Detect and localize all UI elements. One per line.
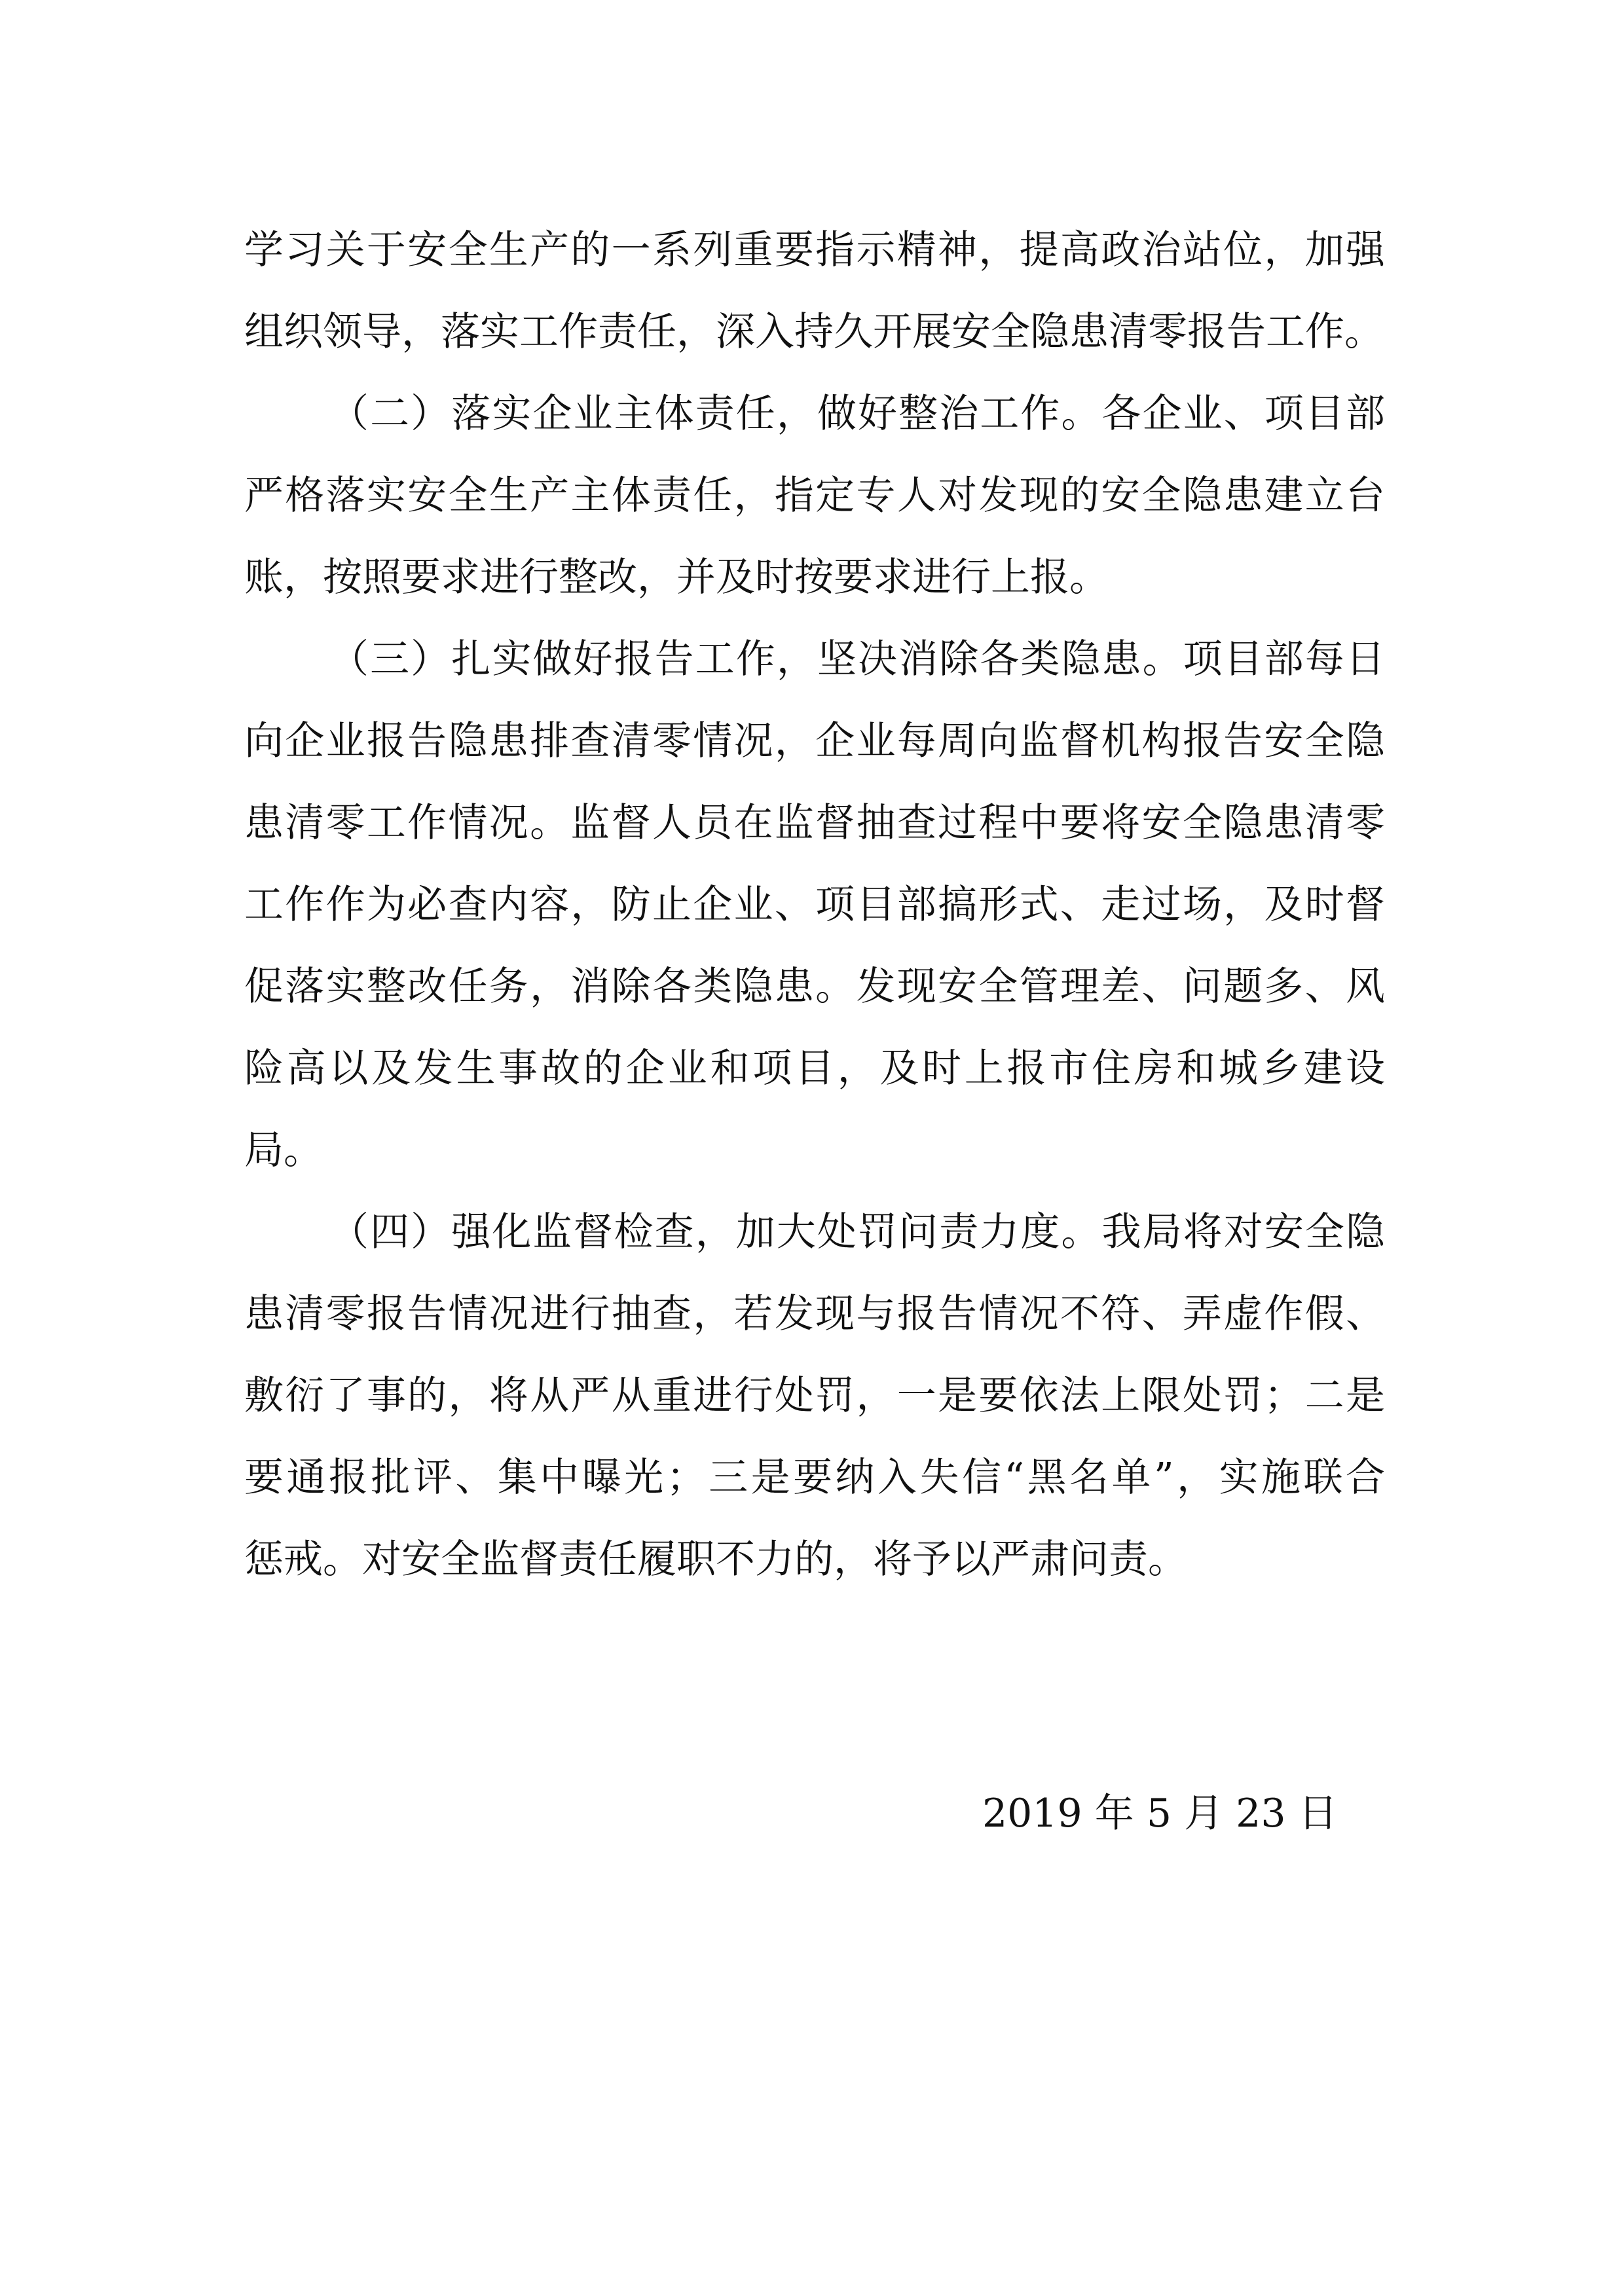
text-line: 严格落实安全生产主体责任，指定专人对发现的安全隐患建立台 xyxy=(244,473,1385,519)
text-line: 敷衍了事的，将从严从重进行处罚，一是要依法上限处罚；二是 xyxy=(244,1373,1385,1419)
intro-paragraph xyxy=(244,210,1385,373)
text-line: 账，按照要求进行整改，并及时按要求进行上报。 xyxy=(244,555,1109,600)
text-line: 学习关于安全生产的一系列重要指示精神，提高政治站位，加强 xyxy=(244,227,1385,273)
text-line: 促落实整改任务，消除各类隐患。发现安全管理差、问题多、风 xyxy=(244,964,1385,1010)
text-line: 患清零报告情况进行抽查，若发现与报告情况不符、弄虚作假、 xyxy=(244,1291,1385,1337)
section-2-paragraph xyxy=(244,373,1385,619)
text-line: （三）扎实做好报告工作，坚决消除各类隐患。项目部每日 xyxy=(329,636,1385,682)
text-line: （四）强化监督检查，加大处罚问责力度。我局将对安全隐 xyxy=(329,1209,1385,1255)
text-line: 向企业报告隐患排查清零情况，企业每周向监督机构报告安全隐 xyxy=(244,718,1385,764)
text-line: （二）落实企业主体责任，做好整治工作。各企业、项目部 xyxy=(329,391,1385,437)
text-line: 工作作为必查内容，防止企业、项目部搞形式、走过场，及时督 xyxy=(244,882,1385,928)
text-line: 险高以及发生事故的企业和项目，及时上报市住房和城乡建设 xyxy=(244,1046,1385,1091)
text-line: 组织领导，落实工作责任，深入持久开展安全隐患清零报告工作。 xyxy=(244,309,1384,355)
text-line: 局。 xyxy=(244,1127,323,1173)
text-line: 惩戒。对安全监督责任履职不力的，将予以严肃问责。 xyxy=(244,1537,1187,1582)
document-date: 2019 年 5 月 23 日 xyxy=(982,1791,1338,1836)
text-line: 患清零工作情况。监督人员在监督抽查过程中要将安全隐患清零 xyxy=(244,800,1385,846)
document-body xyxy=(244,210,1385,1601)
text-line: 要通报批评、集中曝光；三是要纳入失信“黑名单”，实施联合 xyxy=(244,1455,1385,1501)
section-3-paragraph xyxy=(244,619,1385,1192)
section-4-paragraph xyxy=(244,1192,1385,1601)
